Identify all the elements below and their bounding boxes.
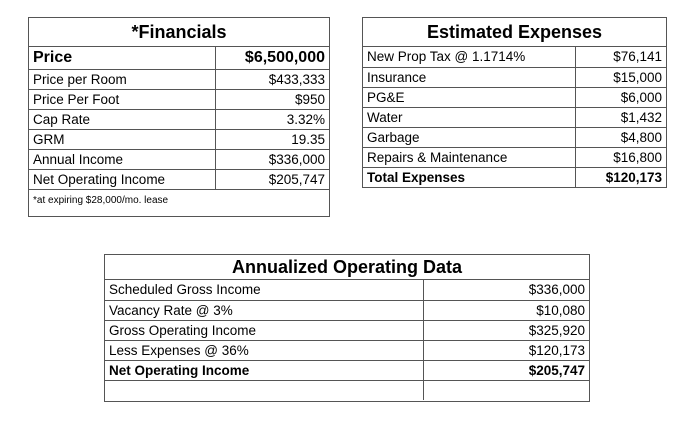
row-label: PG&E bbox=[363, 87, 575, 107]
table-row bbox=[29, 169, 329, 189]
row-value: $6,500,000 bbox=[215, 47, 329, 69]
row-value: 19.35 bbox=[215, 129, 329, 149]
row-value: $336,000 bbox=[423, 280, 589, 300]
row-label: GRM bbox=[29, 129, 215, 149]
row-label: New Prop Tax @ 1.1714% bbox=[363, 47, 575, 67]
expenses-title: Estimated Expenses bbox=[363, 18, 666, 47]
row-value: $120,173 bbox=[575, 167, 666, 187]
row-label: Garbage bbox=[363, 127, 575, 147]
table-row bbox=[363, 67, 666, 87]
row-label: Price Per Foot bbox=[29, 89, 215, 109]
financials-table bbox=[28, 17, 330, 217]
row-value: $205,747 bbox=[215, 169, 329, 189]
row-label: Repairs & Maintenance bbox=[363, 147, 575, 167]
row-label: Water bbox=[363, 107, 575, 127]
table-row bbox=[363, 147, 666, 167]
net-income-row bbox=[105, 360, 589, 380]
row-label: Scheduled Gross Income bbox=[105, 280, 423, 300]
table-row bbox=[105, 280, 589, 300]
row-label: Price bbox=[29, 47, 215, 69]
row-value: 3.32% bbox=[215, 109, 329, 129]
table-row bbox=[363, 127, 666, 147]
row-value: $325,920 bbox=[423, 320, 589, 340]
row-value: $120,173 bbox=[423, 340, 589, 360]
row-value: $433,333 bbox=[215, 69, 329, 89]
row-value: $4,800 bbox=[575, 127, 666, 147]
row-label: Vacancy Rate @ 3% bbox=[105, 300, 423, 320]
financials-grid bbox=[29, 47, 329, 190]
row-value: $205,747 bbox=[423, 360, 589, 380]
table-row bbox=[363, 87, 666, 107]
table-row bbox=[29, 109, 329, 129]
row-label: Annual Income bbox=[29, 149, 215, 169]
row-label: Price per Room bbox=[29, 69, 215, 89]
row-label: Insurance bbox=[363, 67, 575, 87]
table-row bbox=[29, 47, 329, 69]
table-row bbox=[105, 300, 589, 320]
financials-footnote: *at expiring $28,000/mo. lease bbox=[33, 194, 169, 206]
row-label: Gross Operating Income bbox=[105, 320, 423, 340]
financials-title: *Financials bbox=[29, 18, 329, 47]
row-value: $16,800 bbox=[575, 147, 666, 167]
operating-data-table bbox=[104, 254, 590, 402]
row-label: Net Operating Income bbox=[105, 360, 423, 380]
operating-title: Annualized Operating Data bbox=[105, 255, 589, 280]
row-label: Net Operating Income bbox=[29, 169, 215, 189]
row-value: $950 bbox=[215, 89, 329, 109]
empty-row bbox=[105, 380, 589, 400]
row-value: $336,000 bbox=[215, 149, 329, 169]
row-value: $10,080 bbox=[423, 300, 589, 320]
table-row bbox=[29, 129, 329, 149]
row-value: $6,000 bbox=[575, 87, 666, 107]
expenses-table bbox=[362, 17, 667, 188]
table-row bbox=[105, 340, 589, 360]
row-value: $15,000 bbox=[575, 67, 666, 87]
table-row bbox=[105, 320, 589, 340]
row-label: Less Expenses @ 36% bbox=[105, 340, 423, 360]
table-row bbox=[29, 69, 329, 89]
table-row bbox=[363, 47, 666, 67]
expenses-grid bbox=[363, 47, 666, 187]
table-row bbox=[29, 149, 329, 169]
total-row bbox=[363, 167, 666, 187]
row-label bbox=[105, 380, 423, 400]
table-row bbox=[29, 89, 329, 109]
row-label: Total Expenses bbox=[363, 167, 575, 187]
operating-grid bbox=[105, 280, 589, 400]
table-row bbox=[363, 107, 666, 127]
row-label: Cap Rate bbox=[29, 109, 215, 129]
row-value: $1,432 bbox=[575, 107, 666, 127]
row-value bbox=[423, 380, 589, 400]
row-value: $76,141 bbox=[575, 47, 666, 67]
